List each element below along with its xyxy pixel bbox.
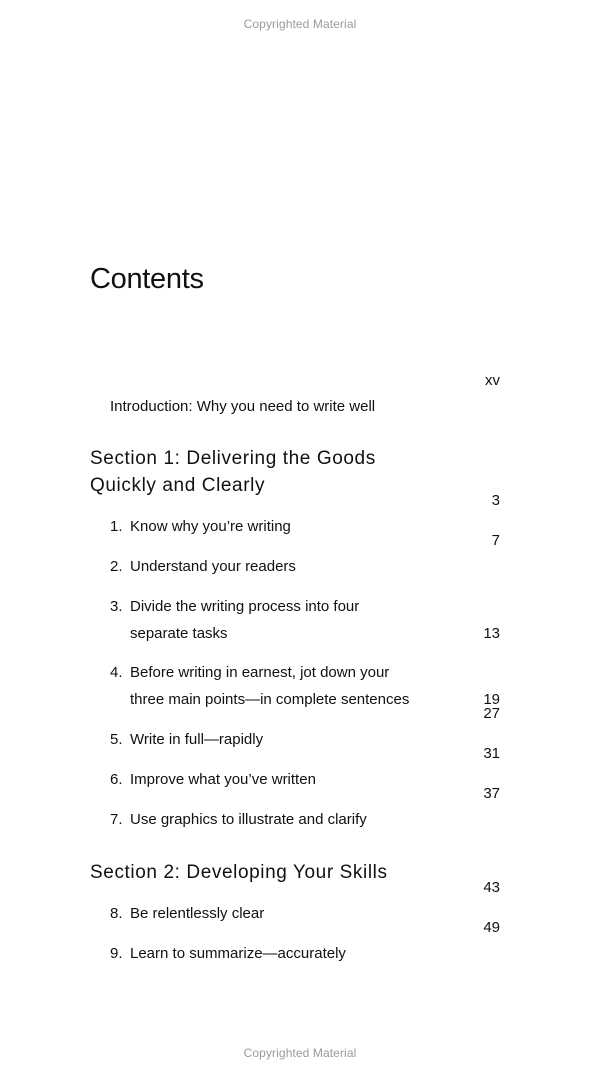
toc-entry-text: Understand your readers: [130, 558, 296, 575]
toc-entry-number: 8.: [110, 905, 123, 922]
section-2-heading: Section 2: Developing Your Skills: [90, 862, 388, 883]
toc-page-number: 49: [483, 918, 500, 936]
toc-entry-3[interactable]: [110, 594, 500, 647]
toc-entry-text: Know why you’re writing: [130, 518, 291, 535]
toc-entry-4[interactable]: [110, 660, 500, 713]
copyright-watermark-top: Copyrighted Material: [243, 17, 357, 31]
toc-page-number: xv: [485, 371, 500, 389]
toc-entry-number: 1.: [110, 518, 123, 535]
toc-entry-text: Write in full—rapidly: [130, 731, 264, 748]
toc-entry-number: 2.: [110, 558, 123, 575]
page-title: Contents: [90, 263, 204, 295]
toc-page-number: 27: [483, 704, 500, 722]
toc-page-number: 19: [483, 690, 500, 708]
toc-entry-text: Divide the writing process into four separate tasks: [130, 598, 360, 642]
toc-page-number: 3: [491, 491, 500, 509]
toc-page-number: 7: [491, 531, 500, 549]
section-1-heading: Section 1: Delivering the Goods Quickly and Clearly: [90, 448, 376, 496]
toc-entry-number: 6.: [110, 771, 123, 788]
toc-entry-number: 5.: [110, 731, 123, 748]
toc-page-number: 13: [483, 624, 500, 642]
toc-entry-number: 9.: [110, 945, 123, 962]
toc-entry-text: Use graphics to illustrate and clarify: [130, 811, 367, 828]
toc-entry-text: Before writing in earnest, jot down your three main points—in complete sentences: [130, 664, 410, 708]
copyright-watermark-bottom: Copyrighted Material: [243, 1046, 357, 1060]
toc-page-number: 37: [483, 784, 500, 802]
toc-entry-text: Learn to summarize—accurately: [130, 945, 346, 962]
toc-entry-text: Improve what you’ve written: [130, 771, 316, 788]
toc-page-number: 43: [483, 878, 500, 896]
toc-entry-number: 4.: [110, 664, 123, 681]
toc-entry-text: Introduction: Why you need to write well: [110, 398, 376, 415]
toc-entry-text: Be relentlessly clear: [130, 905, 265, 922]
toc-entry-number: 7.: [110, 811, 123, 828]
toc-entry-number: 3.: [110, 598, 123, 615]
toc-page-number: 31: [483, 744, 500, 762]
